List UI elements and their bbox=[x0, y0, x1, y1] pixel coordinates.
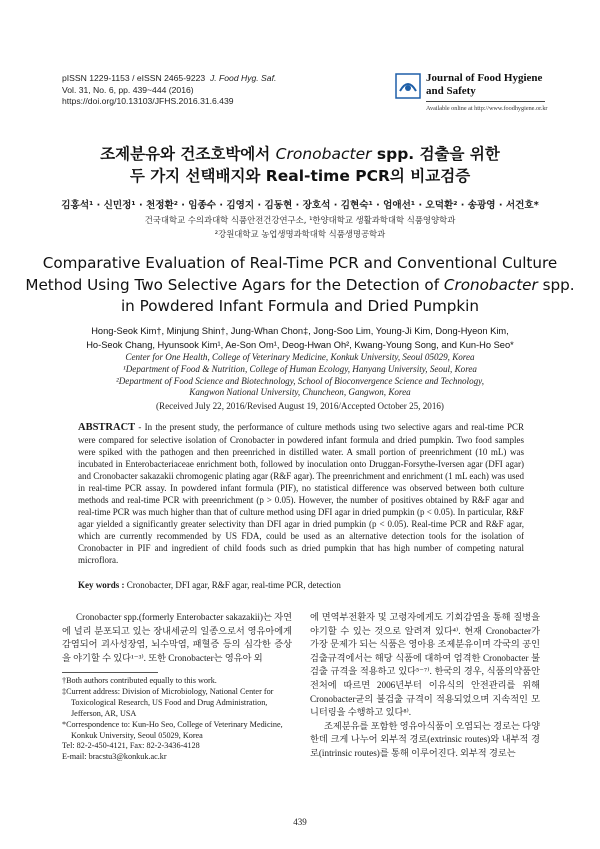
footnote: ‡Current address: Division of Microbiology, National Center for Toxicological Research, US Food and Drug Administration, Jefferson, AR, USA bbox=[62, 686, 274, 718]
english-authors: Hong-Seok Kim†, Minjung Shin†, Jung-Whan Chon‡, Jong-Soo Lim, Young-Ji Kim, Dong-Hyeon Kim, Ho-Seok Chang, Hyunsook Kim¹, Ae-Son Om¹, Deog-Hwan Oh², Kwang-Young Song, and Kun-Ho Seo* bbox=[86, 326, 514, 350]
footnote: †Both authors contributed equally to this work. bbox=[62, 676, 217, 685]
volume-line: Vol. 31, No. 6, pp. 439~444 (2016) bbox=[62, 84, 194, 95]
footnote-email[interactable]: E-mail: bracstu3@konkuk.ac.kr bbox=[62, 752, 167, 762]
footnote: Tel: 82-2-450-4121, Fax: 82-2-3436-4128 bbox=[62, 741, 200, 751]
keywords-text: Cronobacter, DFI agar, R&F agar, real-time PCR, detection bbox=[126, 580, 341, 590]
issn-line: pISSN 1229-1153 / eISSN 2465-9223 J. Food Hyg. Saf. bbox=[62, 73, 277, 83]
body-right-column bbox=[310, 611, 540, 761]
korean-title: 조제분유와 건조호박에서 Cronobacter spp. 검출을 위한 두 가지 선택배지와 Real-time PCR의 비교검증 bbox=[100, 145, 500, 185]
journal-abbreviation: J. Food Hyg. Saf. bbox=[209, 73, 277, 83]
korean-authors: 김홍석¹ · 신민정¹ · 천정환² · 임종수 · 김영지 · 김동현 · 장호석 · 김현숙¹ · 엄애선¹ · 오덕환² · 송광영 · 서건호* bbox=[61, 200, 539, 211]
journal-divider bbox=[426, 101, 545, 102]
keywords bbox=[78, 580, 524, 590]
page-number: 439 bbox=[293, 817, 307, 827]
abstract-text: - In the present study, the performance of culture methods using two selective agars and real-time PCR were compared for selective isolation of Cronobacter in powdered infant formula and dried pumpkin. Two food samples were spiked with the pathogen and then preenriched in distilled water. A small portion of preenrichment (10 mL) was incubated in Enterobacteriaceae enrichment both, followed by inoculation onto Druggan-Forsythe-Iversen agar (DFI agar) and Cronobacter sakazakii chromogenic plating agar (R&F agar). The preenrichment and enrichment (1 mL each) was used in real-time PCR assay. In powdered infant formula (PIF), no statistical difference was observed between both culture methods and real-time PCR with preenrichment (p > 0.05). However, the number of positives obtained by R&F agar and real-time PCR was much higher than that of culture method using DFI agar in dried pumpkin (p < 0.05). In particular, R&F agar yielded a significantly greater selectivity than DFI agar in dried pumpkin (p < 0.05). Real-time PCR and R&F agar, which are currently recommended by US FDA, could be used as an alternative detection tools for the isolation of Cronobacter in PIF and ingredient of child foods such as dried pumpkin that has high number of competing natural microflora. bbox=[78, 422, 525, 565]
journal-name: Journal of Food Hygiene and Safety bbox=[426, 72, 543, 97]
abstract-label: ABSTRACT bbox=[78, 422, 136, 433]
body-paragraph: 조제분유를 포함한 영유아식품이 오염되는 경로는 다양한데 크게 나누어 외부적 경로(extrinsic routes)와 내부적 경로(intrinsic routes)를 통해 이루어진다. 외부적 경로는 bbox=[310, 720, 540, 758]
journal-logo-icon bbox=[395, 73, 421, 99]
footnotes bbox=[62, 676, 294, 763]
body-left-column: Cronobacter spp.(formerly Enterobacter sakazakii)는 자연에 널리 분포되고 있는 장내세균의 일종으로서 영유아에게 감염되어 괴사성장염, 뇌수막염, 패혈증 등의 심각한 증상을 야기할 수 있다¹⁻³⁾. 또한 Cronobacter는 영유아 외 bbox=[62, 612, 292, 663]
english-affiliations: Center for One Health, College of Veterinary Medicine, Konkuk University, Seoul 05029, Korea ¹Department of Food & Nutrition, College of Human Ecology, Hanyang University, Seoul, Korea ²Department of Food Science and Biotechnology, School of Bioconvergence Science and Technology, Kangwon National University, Chuncheon, Gangwon, Korea bbox=[116, 352, 484, 398]
korean-affiliations: 건국대학교 수의과대학 식품안전건강연구소, ¹한양대학교 생활과학대학 식품영양학과 ²강원대학교 농업생명과학대학 식품생명공학과 bbox=[144, 215, 456, 239]
doi-link[interactable]: https://doi.org/10.13103/JFHS.2016.31.6.439 bbox=[62, 96, 234, 106]
keywords-label: Key words : bbox=[78, 580, 125, 590]
footnote-divider bbox=[62, 672, 158, 673]
received-dates: (Received July 22, 2016/Revised August 19, 2016/Accepted October 25, 2016) bbox=[156, 401, 444, 411]
abstract bbox=[78, 421, 524, 566]
body-paragraph: 에 면역부전환자 및 고령자에게도 기회감염을 통해 질병을 야기할 수 있는 것으로 알려져 있다⁴⁾. 현재 Cronobacter가 가장 문제가 되는 식품은 영아용 조제분유이며 각국의 공인검출규격에서는 해당 식품에 대하여 엄격한 Cronobacter 불검출 규격을 적용하고 있다⁵⁻⁷⁾. 한국의 경우, 식품의약품안전처에 따르면 2006년부터 이유식의 안전관리를 위해 Cronobacter균의 불검출 규격이 적용되었으며 지속적인 모니터링을 수행하고 있다⁸⁾. bbox=[310, 612, 540, 718]
english-title: Comparative Evaluation of Real-Time PCR and Conventional Culture Method Using Two Selective Agars for the Detection of Cronobacter spp. in Powdered Infant Formula and Dried Pumpkin bbox=[25, 254, 575, 315]
article-metadata bbox=[62, 73, 276, 108]
journal-url[interactable]: Available online at http://www.foodhygiene.or.kr bbox=[426, 105, 548, 112]
footnote: *Correspondence to: Kun-Ho Seo, College of Veterinary Medicine, Konkuk University, Seoul 05029, Korea bbox=[62, 719, 283, 740]
